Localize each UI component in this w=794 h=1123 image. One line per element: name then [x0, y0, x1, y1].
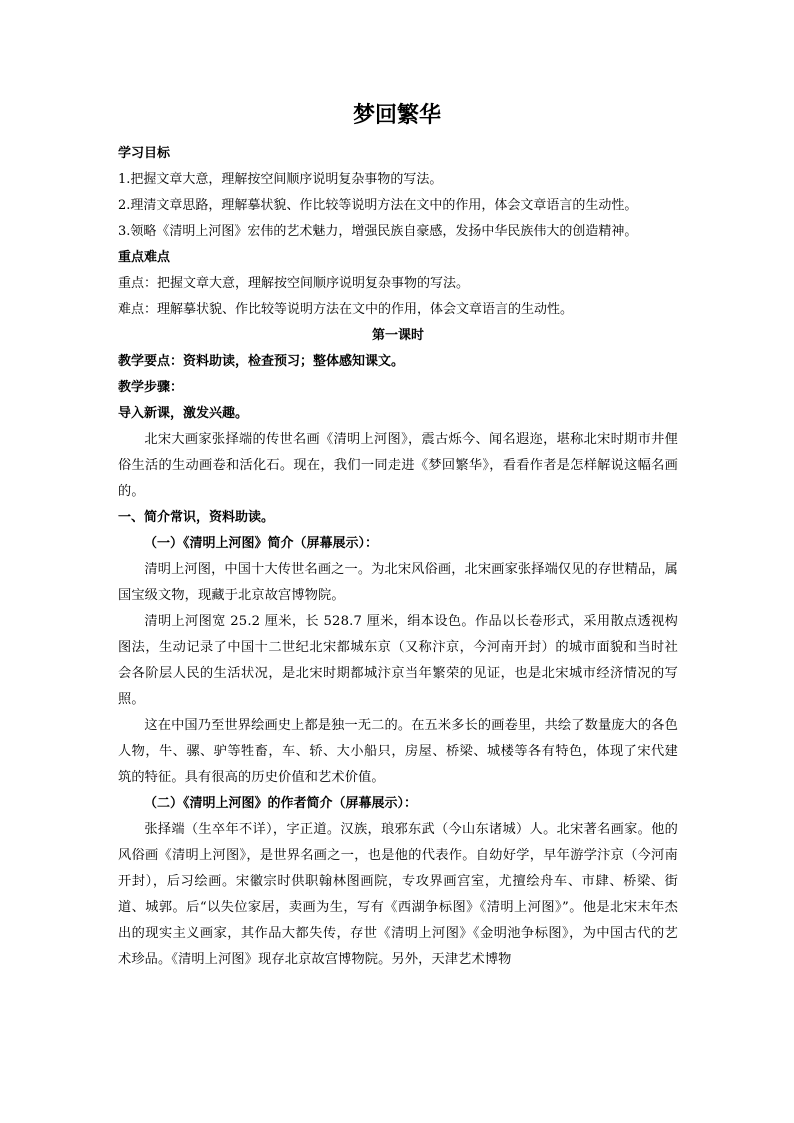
document-title: 梦回繁华 [352, 103, 441, 128]
objective-item: 1.把握文章大意，理解按空间顺序说明复杂事物的写法。 [118, 172, 443, 187]
key-point: 重点：把握文章大意，理解按空间顺序说明复杂事物的写法。 [118, 276, 470, 291]
intro-paragraph: 北宋大画家张择端的传世名画《清明上河图》，震古烁今、闻名遐迩，堪称北宋时期市井俚俗生活的生动画卷和活化石。现在，我们一同走进《梦回繁华》，看看作者是怎样解说这幅名画的。 [118, 432, 678, 499]
objective-item: 3.领略《清明上河图》宏伟的艺术魅力，增强民族自豪感，发扬中华民族伟大的创造精神。 [118, 224, 638, 239]
objective-item: 2.理清文章思路，理解摹状貌、作比较等说明方法在文中的作用，体会文章语言的生动性。 [118, 198, 638, 213]
difficult-point: 难点：理解摹状貌、作比较等说明方法在文中的作用，体会文章语言的生动性。 [118, 302, 574, 317]
section-heading: 一、简介常识，资料助读。 [118, 510, 275, 525]
objectives-heading: 学习目标 [118, 146, 171, 161]
body-paragraph: 清明上河图，中国十大传世名画之一。为北宋风俗画，北宋画家张择端仅见的存世精品，属国宝级文物，现藏于北京故宫博物院。 [118, 562, 678, 603]
subsection-heading: （二）《清明上河图》的作者简介（屏幕展示）： [144, 796, 418, 811]
body-paragraph: 张择端（生卒年不详），字正道。汉族，琅邪东武（今山东诸城）人。北宋著名画家。他的风俗画《清明上河图》，是世界名画之一，也是他的代表作。自幼好学，早年游学汴京（今河南开封），后习绘画。宋徽宗时供职翰林图画院，专攻界画宫室，尤擅绘舟车、市肆、桥梁、街道、城郭。后“以失位家居，卖画为生，写有《西湖争标图》《清明上河图》”。他是北宋末年杰出的现实主义画家，其作品大都失传，存世《清明上河图》《金明池争标图》，为中国古代的艺术珍品。《清明上河图》现存北京故宫博物院。另外，天津艺术博物 [118, 822, 678, 967]
intro-heading: 导入新课，激发兴趣。 [118, 406, 249, 421]
body-paragraph: 清明上河图宽 25.2 厘米，长 528.7 厘米，绢本设色。作品以长卷形式，采用散点透视构图法，生动记录了中国十二世纪北宋都城东京（又称汴京，今河南开封）的城市面貌和当时社会各阶层人民的生活状况，是北宋时期都城汴京当年繁荣的见证，也是北宋城市经济情况的写照。 [118, 614, 678, 707]
teaching-essentials: 教学要点：资料助读，检查预习；整体感知课文。 [118, 354, 405, 369]
key-points-heading: 重点难点 [118, 250, 171, 265]
lesson-heading: 第一课时 [371, 328, 424, 343]
document-body [118, 141, 678, 973]
body-paragraph: 这在中国乃至世界绘画史上都是独一无二的。在五米多长的画卷里，共绘了数量庞大的各色人物，牛、骡、驴等牲畜，车、轿、大小船只，房屋、桥梁、城楼等各有特色，体现了宋代建筑的特征。具有很高的历史价值和艺术价值。 [118, 718, 678, 785]
subsection-heading: （一）《清明上河图》简介（屏幕展示）： [144, 536, 379, 551]
teaching-steps-heading: 教学步骤： [118, 380, 184, 395]
